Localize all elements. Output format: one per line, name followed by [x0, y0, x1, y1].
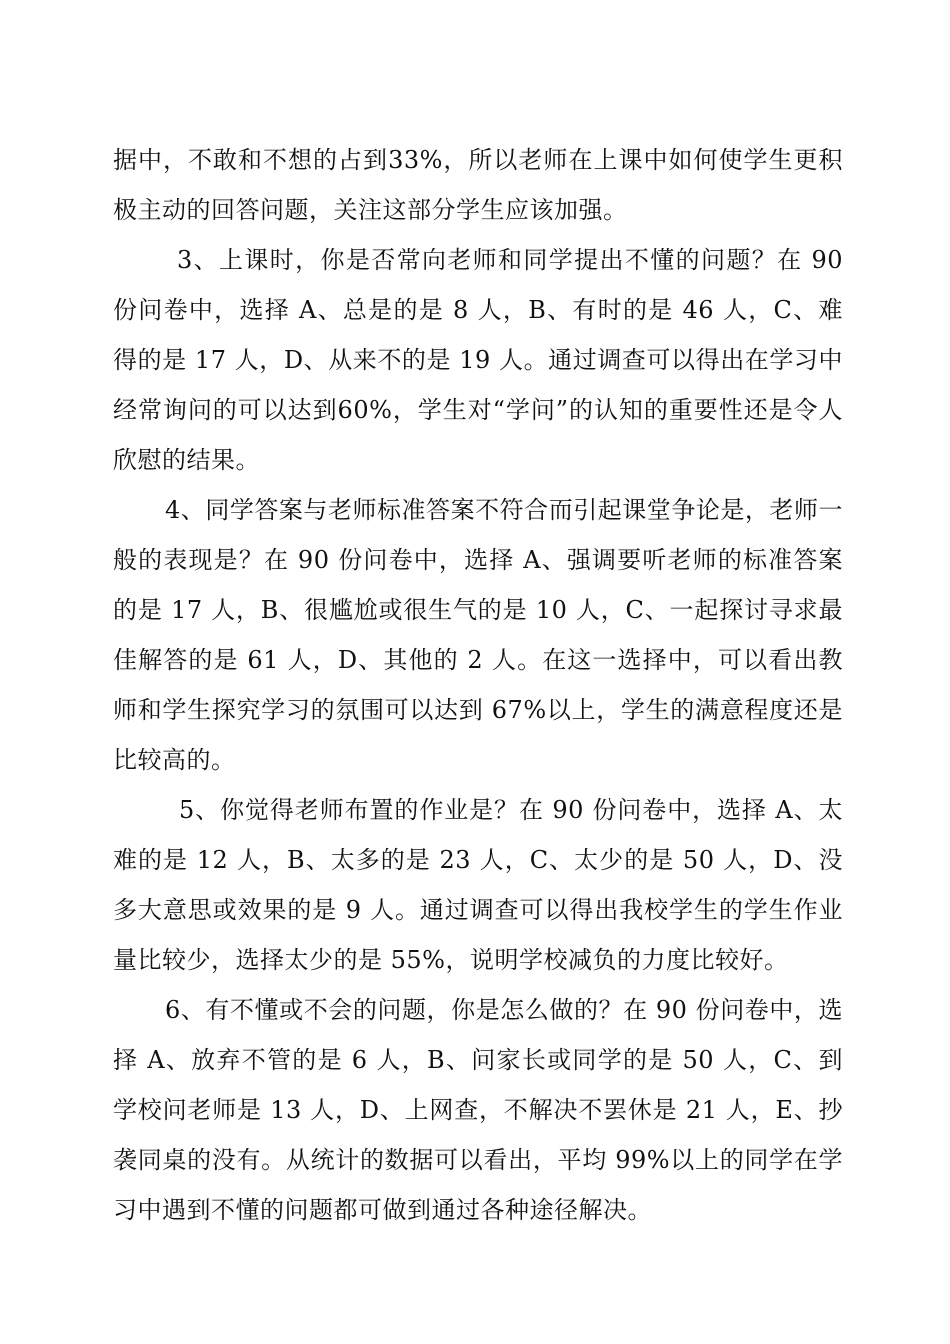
paragraph-question-5: 5、你觉得老师布置的作业是？在 90 份问卷中，选择 A、太难的是 12 人，B、太多的是 23 人，C、太少的是 50 人，D、没多大意思或效果的是 9 人。通过调查可以得出我校学生的学生作业量比较少，选择太少的是 55%，说明学校减负的力度比较好。: [113, 796, 843, 974]
document-body: [113, 135, 843, 1235]
paragraph-continuation: 据中，不敢和不想的占到33%，所以老师在上课中如何使学生更积极主动的回答问题，关注这部分学生应该加强。: [113, 146, 843, 224]
paragraph-question-6: 6、有不懂或不会的问题，你是怎么做的？在 90 份问卷中，选择 A、放弃不管的是 6 人，B、问家长或同学的是 50 人，C、到学校问老师是 13 人，D、上网查，不解决不罢休是 21 人，E、抄袭同桌的没有。从统计的数据可以看出，平均 99%以上的同学在学习中遇到不懂的问题都可做到通过各种途径解决。: [113, 996, 843, 1224]
paragraph-question-4: 4、同学答案与老师标准答案不符合而引起课堂争论是，老师一般的表现是？在 90 份问卷中，选择 A、强调要听老师的标准答案的是 17 人，B、很尴尬或很生气的是 10 人，C、一起探讨寻求最佳解答的是 61 人，D、其他的 2 人。在这一选择中，可以看出教师和学生探究学习的氛围可以达到 67%以上，学生的满意程度还是比较高的。: [113, 496, 843, 774]
paragraph-question-3: 3、上课时，你是否常向老师和同学提出不懂的问题？在 90 份问卷中，选择 A、总是的是 8 人，B、有时的是 46 人，C、难得的是 17 人，D、从来不的是 19 人。通过调查可以得出在学习中经常询问的可以达到60%，学生对“学问”的认知的重要性还是令人欣慰的结果。: [113, 246, 843, 474]
